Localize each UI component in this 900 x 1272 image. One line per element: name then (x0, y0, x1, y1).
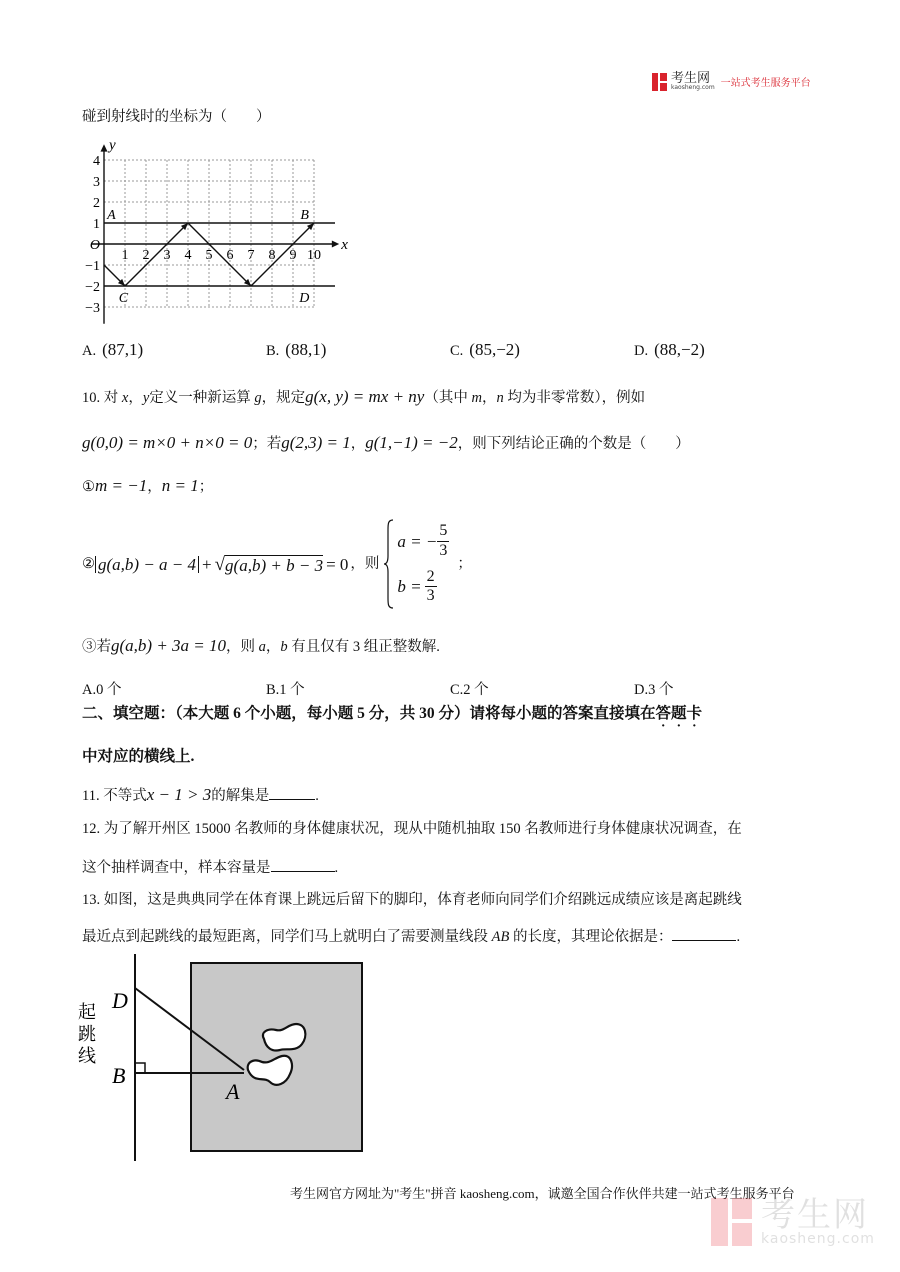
x-tick-label: 2 (142, 248, 150, 263)
logo-name-text: 考生网 (671, 71, 711, 86)
x-tick-label: 10 (307, 248, 321, 263)
q10-line2: g(0,0) = m×0 + n×0 = 0；若g(2,3) = 1，g(1,−1) = −2，则下列结论正确的个数是（ ） (82, 433, 690, 452)
x-tick-label: 4 (184, 248, 192, 263)
logo-domain-text: kaosheng.com (671, 84, 715, 91)
point-label-B: B (300, 207, 309, 223)
x-tick-label: 6 (226, 248, 234, 263)
kaosheng-watermark-icon (711, 1198, 753, 1246)
point-label-A: A (107, 207, 116, 223)
y-tick-label: −3 (85, 301, 100, 316)
q13-answer-blank[interactable] (672, 928, 736, 941)
kaosheng-logo-icon (652, 73, 668, 91)
q12-answer-blank[interactable] (271, 859, 335, 872)
section2-heading-line2: 中对应的横线上. (82, 748, 195, 765)
right-angle-icon (135, 1063, 145, 1073)
bounce-path-segment (125, 223, 188, 286)
q10-line1: 10. 对 x，y定义一种新运算 g，规定g(x, y) = mx + ny（其中 m，n 均为非零常数），例如 (82, 387, 646, 406)
q10-statement-1: ①m = −1，n = 1； (82, 476, 214, 495)
x-tick-label: 9 (289, 248, 297, 263)
logo-slogan: 一站式考生服务平台 (720, 78, 811, 89)
q11-answer-blank[interactable] (269, 787, 315, 800)
y-tick-label: 1 (93, 217, 100, 232)
x-tick-label: 7 (247, 248, 255, 263)
x-tick-label: 3 (163, 248, 171, 263)
sqrt-expr: g(a,b) + b − 3 (225, 555, 324, 575)
q9-stem-tail: 碰到射线时的坐标为（ ） (82, 109, 271, 125)
q10-statement-2: ② g(a,b) − a − 4 + √ g(a,b) + b − 3 = 0 ，则 a = − $\frac{5}{3}$ b = $\frac{2}{3}$ ； (82, 518, 472, 610)
abs-value-expr: g(a,b) − a − 4 (95, 556, 199, 573)
y-tick-label: −1 (85, 259, 100, 274)
q13-line2: 最近点到起跳线的最短距离，同学们马上就明白了需要测量线段 AB 的长度，其理论依据是： . (82, 929, 741, 945)
y-axis-arrow-icon (101, 144, 108, 151)
label-D: D (112, 988, 128, 1013)
x-tick-label: 5 (205, 248, 213, 263)
watermark-domain: kaosheng.com (761, 1231, 875, 1247)
y-tick-label: 2 (93, 196, 100, 211)
x-tick-label: 8 (268, 248, 276, 263)
q11: 11. 不等式x − 1 > 3的解集是 . (82, 785, 319, 804)
q13-jump-figure (76, 952, 376, 1167)
q10-statement-3: ③若g(a,b) + 3a = 10，则 a，b 有且仅有 3 组正整数解. (82, 636, 440, 655)
q13-line1: 13. 如图，这是典典同学在体育课上跳远后留下的脚印，体育老师向同学们介绍跳远成绩应该是离起跳线 (82, 892, 742, 908)
q9-coordinate-graph (66, 134, 356, 334)
section2-heading-line1: 二、填空题：（本大题 6 个小题，每小题 5 分，共 30 分）请将每小题的答案直接填在答题卡 (82, 705, 703, 722)
q10-option-b[interactable]: B.1 个 (266, 682, 305, 698)
x-axis-label: x (341, 237, 348, 253)
q10-option-a[interactable]: A.0 个 (82, 682, 122, 698)
brace-icon (383, 518, 395, 610)
q9-option-b[interactable]: B. (88,1) (266, 340, 327, 359)
q9-option-d[interactable]: D. (88,−2) (634, 340, 705, 359)
graph-grid (104, 160, 314, 307)
label-B: B (112, 1063, 126, 1088)
y-tick-label: −2 (85, 280, 100, 295)
x-axis-arrow-icon (332, 241, 339, 248)
kaosheng-logo (652, 72, 811, 91)
x-tick-label: 1 (121, 248, 129, 263)
kaosheng-watermark (711, 1195, 875, 1247)
footer-text: 考生网官方网址为"考生"拼音 kaosheng.com，诚邀全国合作伙伴共建一站式考生服务平台 (290, 1186, 795, 1201)
q12-line1: 12. 为了解开州区 15000 名教师的身体健康状况，现从中随机抽取 150 名教师进行身体健康状况调查，在 (82, 821, 742, 837)
y-tick-label: 3 (93, 175, 100, 190)
q9-option-c[interactable]: C. (85,−2) (450, 340, 520, 359)
y-axis-label: y (109, 137, 116, 154)
point-label-C: C (118, 290, 129, 306)
label-A: A (226, 1079, 240, 1104)
watermark-name: 考生网 (761, 1195, 869, 1235)
y-tick-label: 4 (93, 154, 100, 169)
takeoff-line-label: 跳 (78, 1024, 96, 1045)
q9-option-a[interactable]: A. (87,1) (82, 340, 144, 359)
q10-option-c[interactable]: C.2 个 (450, 682, 489, 698)
takeoff-line-label: 起 (78, 1002, 96, 1023)
logo-name (671, 72, 715, 91)
takeoff-line-label: 线 (78, 1046, 96, 1067)
q12-line2: 这个抽样调查中，样本容量是 . (82, 860, 339, 876)
origin-label: O (89, 238, 100, 253)
q10-option-d[interactable]: D.3 个 (634, 682, 674, 698)
bounce-path-segment (188, 223, 251, 286)
point-label-D: D (299, 290, 310, 306)
bounce-path-segment (251, 223, 314, 286)
sqrt-icon: √ (214, 553, 226, 575)
solution-system: a = − $\frac{5}{3}$ b = $\frac{2}{3}$ (397, 522, 448, 605)
